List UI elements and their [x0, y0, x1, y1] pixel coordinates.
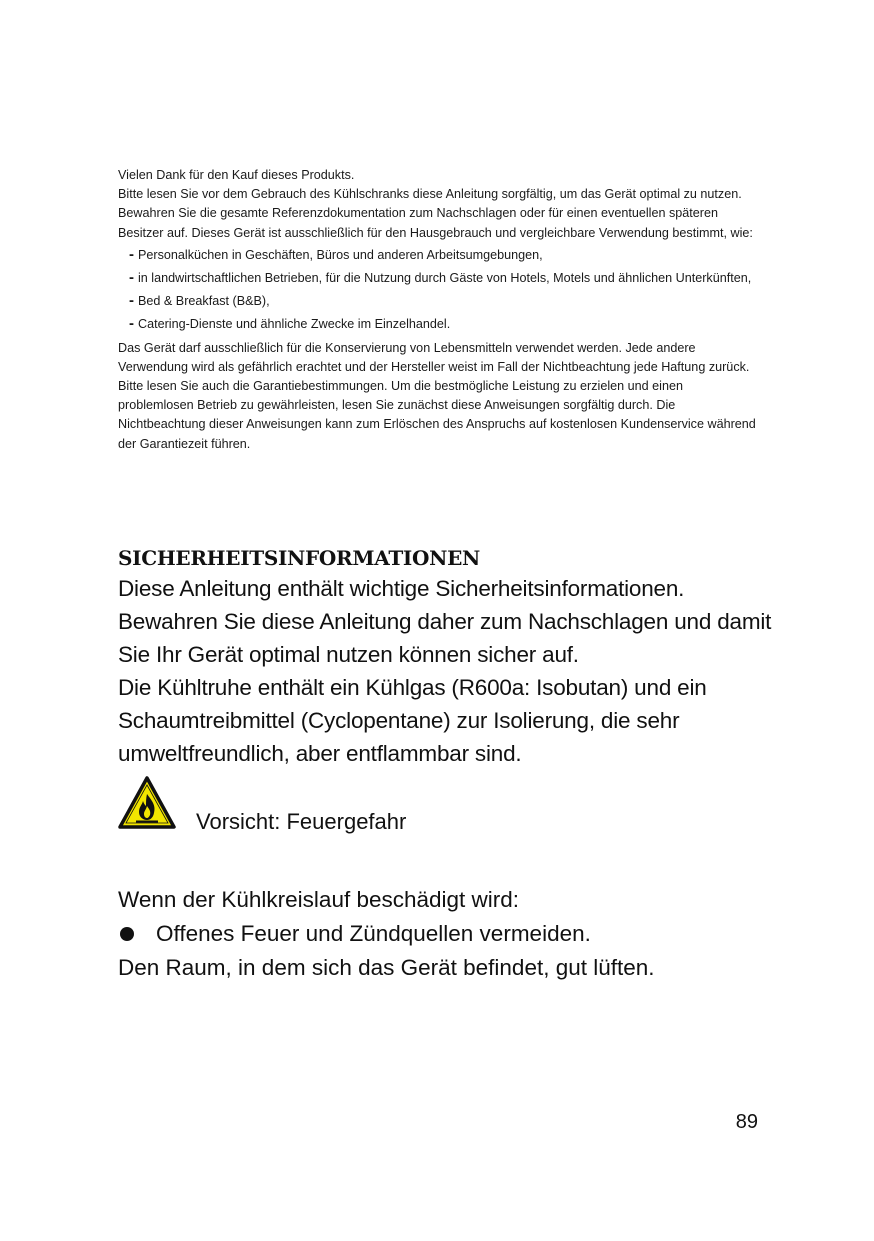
- intro-closing: Das Gerät darf ausschließlich für die Konservierung von Lebensmitteln verwendet werden. Jede andere Verwendung wird als gefährlich erachtet und der Hersteller weist im Fall der Nichtbeachtung jede Haftung zurück. Bitte lesen Sie auch die Garantiebestimmungen. Um die bestmögliche Leistung zu erzielen und einen problemlosen Betrieb zu gewährleisten, lesen Sie zunächst diese Anweisungen sorgfältig durch. Die Nichtbeachtung dieser Anweisungen kann zum Erlöschen des Anspruchs auf kostenlosen Kundenservice während der Garantiezeit führen.: [118, 340, 756, 451]
- dash-bullet: -: [129, 245, 134, 263]
- list-item: [118, 292, 758, 311]
- safety-section: [118, 544, 778, 770]
- dash-bullet: -: [129, 292, 134, 310]
- list-item: [118, 246, 758, 265]
- page-number: 89: [735, 1111, 758, 1133]
- list-item-text: Bed & Breakfast (B&B),: [138, 294, 270, 309]
- list-item-text: in landwirtschaftlichen Betrieben, für die Nutzung durch Gäste von Hotels, Motels und ähnlichen Unterkünften,: [138, 271, 752, 286]
- intro-thanks: Vielen Dank für den Kauf dieses Produkts.: [118, 168, 355, 182]
- flammable-warning-icon: [118, 776, 176, 830]
- refrigerant-damage-section: [118, 883, 778, 985]
- safety-paragraph-2: Die Kühltruhe enthält ein Kühlgas (R600a: Isobutan) und ein Schaumtreibmittel (Cyclopentane) zur Isolierung, die sehr umweltfreundlich, aber entflammbar sind.: [118, 675, 707, 766]
- fire-warning: [118, 776, 718, 832]
- bullet-dot-icon: [120, 927, 134, 941]
- damage-intro: Wenn der Kühlkreislauf beschädigt wird:: [118, 887, 520, 912]
- bullet-item: [118, 917, 778, 951]
- intro-section: [118, 166, 758, 454]
- list-item-text: Personalküchen in Geschäften, Büros und anderen Arbeitsumgebungen,: [138, 247, 543, 262]
- safety-paragraph-1: Diese Anleitung enthält wichtige Sicherheitsinformationen. Bewahren Sie diese Anleitung daher zum Nachschlagen und damit Sie Ihr Gerät optimal nutzen können sicher auf.: [118, 576, 772, 667]
- usage-list: [118, 246, 758, 335]
- safety-heading: SICHERHEITSINFORMATIONEN: [118, 546, 481, 570]
- dash-bullet: -: [129, 269, 134, 287]
- list-item-text: Catering-Dienste und ähnliche Zwecke im Einzelhandel.: [138, 317, 451, 332]
- list-item: [118, 315, 758, 334]
- dash-bullet: -: [129, 315, 134, 333]
- bullet-text: Offenes Feuer und Zündquellen vermeiden.: [156, 921, 591, 946]
- list-item: [118, 269, 758, 288]
- intro-instructions: Bitte lesen Sie vor dem Gebrauch des Kühlschranks diese Anleitung sorgfältig, um das Gerät optimal zu nutzen. Bewahren Sie die gesamte Referenzdokumentation zum Nachschlagen oder für einen eventuellen späteren Besitzer auf. Dieses Gerät ist ausschließlich für den Hausgebrauch und vergleichbare Verwendung bestimmt, wie:: [118, 187, 753, 240]
- warning-text: Vorsicht: Feuergefahr: [196, 809, 407, 834]
- ventilate-instruction: Den Raum, in dem sich das Gerät befindet, gut lüften.: [118, 955, 655, 980]
